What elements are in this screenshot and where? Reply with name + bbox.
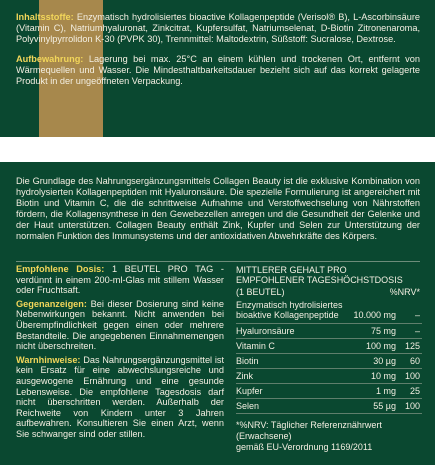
footnote-line1: *%NRV: Täglicher Referenznährwert: [236, 420, 382, 431]
nutrition-header-line1: MITTLERER GEHALT PRO: [236, 265, 347, 275]
table-row: [236, 399, 422, 414]
nutrition-header: [236, 265, 422, 285]
section-divider: [16, 261, 420, 262]
ingredients-text: Enzymatisch hydrolisiertes bioactive Kollagenpeptide (Verisol® B), L-Ascorbinsäure (Vitamin C), Natriumhyaluronat, Zinkcitrat, Kupfersulfat, Natriumselenat, D-Biotin Zitronenaroma, Polyvinylpyrrolidon K-30 (PVPK 30), Trennmittel: Maltodextrin, Süßstoff: Sucralose, Dextrose.: [16, 12, 420, 45]
product-description: Die Grundlage des Nahrungsergänzungsmittels Collagen Beauty ist die exklusive Kombination von hydrolysierten Kollagenpeptiden mit Hyaluronsäure. Die spezielle Formulierung ist angereichert mit Biotin und Vitamin C, die die schrittweise Aufnahme und Verstoffwechselung von Nährstoffen fördern, die Kollagensynthese in den Gewebezellen anregen und die Gesundheit der Gelenke und der Haut unterstützen. Collagen Beauty enthält Zink, Kupfer und Selen zur Unterstützung der normalen Funktion des Immunsystems und der antioxidativen Abwehrkräfte des Körpers.: [16, 176, 420, 242]
dosage-label: Empfohlene Dosis:: [16, 264, 105, 274]
footnote-line2: (Erwachsene): [236, 431, 292, 442]
dosage-paragraph: [16, 264, 224, 296]
nutrient-name: Zink: [236, 371, 254, 382]
nutrient-name: Kupfer: [236, 386, 263, 397]
table-row: [236, 299, 422, 324]
nutrition-footnote: [236, 420, 422, 453]
nutrient-nrv: –: [414, 326, 420, 337]
nutrient-amount: 30 µg: [373, 356, 396, 367]
nutrition-subheader: [236, 285, 422, 299]
panel-gap: [0, 137, 435, 162]
storage-label: Aufbewahrung:: [16, 53, 84, 64]
storage-text: Lagerung bei max. 25°C an einem kühlen und trockenen Ort, entfernt von Wärmequellen und Wasser. Die Mindesthaltbarkeitsdauer bezieht sich auf das korrekt gelagerte Produkt in der ungeöffneten Verpackung.: [16, 53, 420, 87]
nutrient-amount: 10 mg: [370, 371, 396, 382]
nutrient-amount: 55 µg: [373, 401, 396, 412]
contraindications-paragraph: [16, 299, 224, 352]
nutrient-nrv: 100: [404, 401, 420, 412]
storage-paragraph: [16, 54, 420, 88]
table-row: [236, 384, 422, 399]
nutrient-name: Selen: [236, 401, 260, 412]
nutrition-header-line2: EMPFOHLENER TAGESHÖCHSTDOSIS: [236, 275, 403, 286]
table-row: [236, 369, 422, 384]
warnings-label: Warnhinweise:: [16, 354, 81, 365]
top-text-block: [16, 12, 420, 95]
nutrient-amount: 10.000 mg: [353, 310, 396, 321]
nutrient-name: Vitamin C: [236, 341, 275, 352]
table-row: [236, 354, 422, 369]
nutrient-name-line1: Enzymatisch hydrolisiertes: [236, 300, 343, 311]
nrv-header: %NRV*: [389, 287, 420, 298]
label-top-panel: [0, 0, 435, 137]
nutrient-nrv: 100: [404, 371, 420, 382]
ingredients-label: Inhaltsstoffe:: [16, 12, 74, 22]
nutrient-nrv: 60: [409, 356, 420, 367]
nutrient-name: [236, 300, 343, 320]
footnote-line3: gemäß EU-Verordnung 1169/2011: [236, 442, 373, 453]
nutrition-table: [236, 265, 422, 453]
nutrient-nrv: 25: [409, 386, 420, 397]
warnings-text: Das Nahrungsergänzungsmittel ist kein Ersatz für eine abwechslungsreiche und ausgewogene Ernährung und eine gesunde Lebensweise. Die empfohlene Tagesdosis darf nicht überschritten werden. Außerhalb der Reichweite von Kindern unter 3 Jahren aufbewahren. Konsultieren Sie einen Arzt, wenn Sie schwanger sind oder stillen.: [16, 354, 225, 439]
nutrient-amount: 100 mg: [365, 341, 396, 352]
nutrition-header-line3: (1 BEUTEL): [236, 287, 285, 298]
nutrient-amount: 1 mg: [375, 386, 396, 397]
label-bottom-panel: [0, 162, 435, 465]
contraindications-label: Gegenanzeigen:: [16, 298, 87, 309]
dosage-text: 1 BEUTEL PRO TAG - verdünnt in einem 200-ml-Glas mit stillem Wasser oder Fruchtsaft.: [16, 264, 224, 296]
nutrient-nrv: 125: [404, 341, 420, 352]
table-row: [236, 339, 422, 354]
nutrient-name-line2: bioaktive Kollagenpeptide: [236, 310, 339, 321]
nutrient-name: Biotin: [236, 356, 259, 367]
nutrient-amount: 75 mg: [370, 326, 396, 337]
contraindications-text: Bei dieser Dosierung sind keine Nebenwirkungen bekannt. Nicht anwenden bei Überempfindlichkeit gegen einen oder mehrere Bestandteile. Die angegebenen Einnahmemengen nicht überschreiten.: [16, 298, 224, 352]
table-row: [236, 324, 422, 339]
warnings-paragraph: [16, 355, 224, 440]
nutrient-nrv: –: [414, 310, 420, 321]
ingredients-paragraph: [16, 12, 420, 46]
usage-column: [16, 264, 224, 443]
nutrient-name: Hyaluronsäure: [236, 326, 295, 337]
